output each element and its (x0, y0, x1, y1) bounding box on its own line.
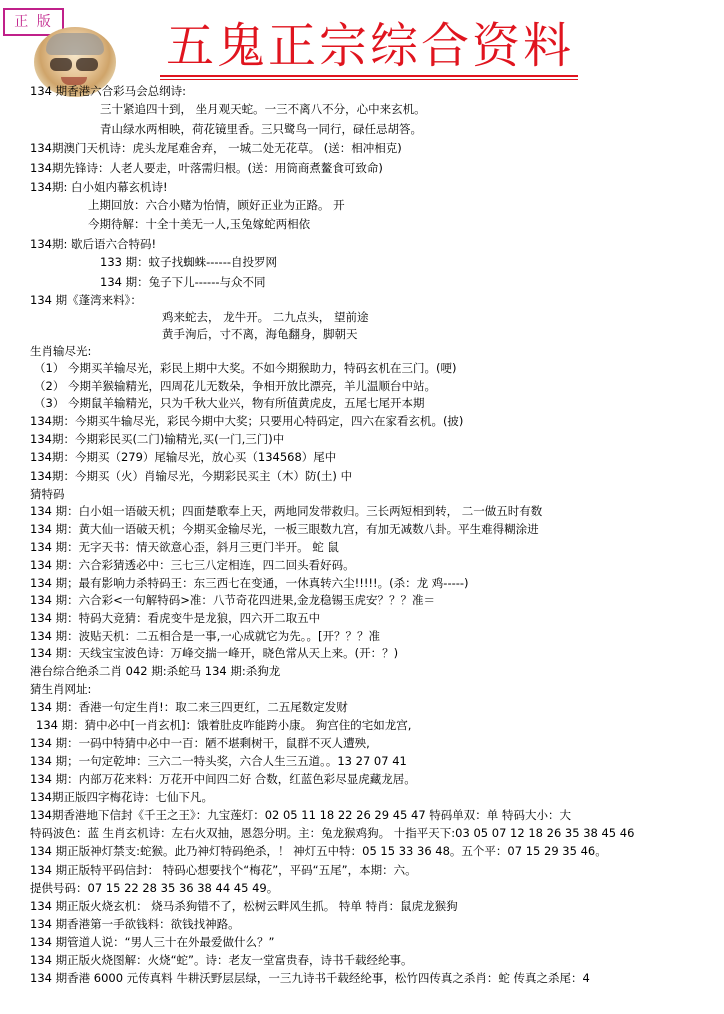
text-line: 134 期香港 6000 元传真料 牛耕沃野层层绿，一三九诗书千载经纶事，松竹四传真之杀肖：蛇 传真之杀尾：4 (30, 971, 590, 985)
page-title: 五鬼正宗综合资料 (165, 18, 574, 74)
text-line: 134期：今期买（火）肖输尽光，今期彩民买主（木）防(土) 中 (30, 469, 353, 483)
text-line: （1） 今期买羊输尽光，彩民上期中大奖。不如今期猴助力，特码玄机在三门。(哽) (34, 361, 457, 375)
edition-badge: 正 版 (3, 8, 64, 36)
text-line: 猜特码 (30, 487, 65, 501)
text-line: 134 期：一码中特猜中必中一百：陋不堪剩树干，鼠群不灭人遭殃, (30, 736, 370, 750)
text-line: 134期香港地下信封《千王之王》：九宝莲灯：02 05 11 18 22 26 29 45 47 特码单双：单 特码大小：大 (30, 808, 571, 822)
text-line: 黄手洵后，寸不离，海龟翻身，脚朝天 (162, 327, 358, 341)
text-line: （3） 今期鼠羊输精光，只为千秋大业兴，物有所值黄虎皮，五尾七尾开本期 (34, 396, 425, 410)
text-line: 134期：今期买（279）尾输尽光，放心买（134568）尾中 (30, 450, 337, 464)
text-line: （2） 今期羊猴输精光，四周花儿无数朵，争相开放比漂亮，羊儿温顺台中站。 (34, 379, 436, 393)
text-line: 134期澳门天机诗：虎头龙尾难舍弃， 一城二处无花草。 (送：相冲相克) (30, 141, 402, 155)
text-line: 134 期香港第一手欲钱料：欲钱找神路。 (30, 917, 240, 931)
text-line: 134期正版四字梅花诗：七仙下凡。 (30, 790, 213, 804)
text-line: 134 期；一句定乾坤：三六二一特头奖，六合人生三五道。。13 27 07 41 (30, 754, 407, 768)
text-line: 134期：今期彩民买(二门)输精光,买(一门,三门)中 (30, 432, 285, 446)
text-line: 134 期正版火烧玄机： 烧马杀狗错不了，松树云畔风生抓。 特单 特肖：鼠虎龙猴狗 (30, 899, 458, 913)
title-underline-thin (160, 79, 578, 80)
text-line: 134期: 歇后语六合特码! (30, 237, 157, 251)
text-line: 134 期：六合彩<一句解特码>准：八节奇花四进果,金龙稳锡玉虎安？？？准＝ (30, 593, 436, 607)
text-line: 上期回放：六合小赌为怡情，顾好正业为正路。 开 (88, 198, 345, 212)
text-line: 134 期：内部万花来料：万花开中间四二好 合数，红蓝色彩尽显虎藏龙居。 (30, 772, 416, 786)
text-line: 134 期香港六合彩马会总纲诗: (30, 84, 186, 98)
text-line: 134期：今期买牛输尽光，彩民今期中大奖；只要用心特码定，四六在家看玄机。(披) (30, 414, 464, 428)
text-line: 134 期：猜中必中[一肖玄机]：饿着肚皮咋能跨小康。 狗宫住的宅如龙宫, (36, 718, 412, 732)
text-line: 鸡来蛇去， 龙牛开。 二九点头， 望前途 (162, 310, 369, 324)
text-line: 134期先锋诗：人老人要走，叶落需归根。(送：用筒商煮鳌食可致命) (30, 161, 383, 175)
text-line: 134 期：黄大仙一语破天机；今期买金输尽光，一板三眼数九宫，有加无减数八卦。平生难得糊涂进 (30, 522, 539, 536)
text-line: 今期待解：十全十美无一人,玉兔嫁蛇两相依 (88, 217, 311, 231)
text-line: 134 期正版火烧图解：火烧“蛇”。诗：老友一堂富贵春，诗书千载经纶事。 (30, 953, 413, 967)
text-line: 134 期正版特平码信封： 特码心想要找个“梅花”，平码“五尾”，本期：六。 (30, 863, 417, 877)
text-line: 134 期；最有影响力杀特码王：东三西七在变通，一休真转六尘!!!!!。(杀：龙 鸡-----) (30, 576, 469, 590)
text-line: 133 期：蚊子找蜘蛛------自投罗网 (100, 255, 278, 269)
title-underline (160, 75, 578, 77)
text-line: 134 期正版神灯禁支:蛇猴。此乃神灯特码绝杀，！ 神灯五中特：05 15 33 36 48。五个平：07 15 29 35 46。 (30, 844, 607, 858)
text-line: 134 期：特码大竞猜：看虎变牛是龙狼，四六开二取五中 (30, 611, 321, 625)
text-line: 三十紧追四十到， 坐月观天蛇。一三不离八不分，心中来玄机。 (100, 102, 426, 116)
text-line: 134 期：白小姐一语破天机；四面楚歌奉上天，两地同发带救归。三长两短相到转， 二一做五时有数 (30, 504, 543, 518)
text-line: 提供号码：07 15 22 28 35 36 38 44 45 49。 (30, 881, 279, 895)
text-line: 生肖输尽光: (30, 344, 92, 358)
text-line: 港台综合绝杀二肖 042 期:杀蛇马 134 期:杀狗龙 (30, 664, 281, 678)
text-line: 青山绿水两相映，荷花镜里香。三只鹭鸟一同行，碌任忌胡答。 (100, 122, 422, 136)
text-line: 134 期：无字天书：情天欲意心歪，斜月三更门半开。 蛇 鼠 (30, 540, 339, 554)
text-line: 134 期管道人说：“男人三十在外最爱做什么？” (30, 935, 275, 949)
portrait-hair (46, 33, 104, 55)
text-line: 134 期：六合彩猜透必中：三七三八定相连，四二回头看好码。 (30, 558, 355, 572)
text-line: 134 期：香港一句定生肖!：取二来三四更红，二五尾数定发财 (30, 700, 348, 714)
portrait-glasses-left (50, 58, 72, 71)
text-line: 134期: 白小姐内幕玄机诗! (30, 180, 168, 194)
portrait-glasses-right (76, 58, 98, 71)
text-line: 134 期：兔子下儿------与众不同 (100, 275, 266, 289)
text-line: 134 期《蓬湾来料》： (30, 293, 142, 307)
text-line: 134 期：波贴天机：二五相合是一事,一心成就它为先。。[开？？？准 (30, 629, 380, 643)
text-line: 猜生肖网址: (30, 682, 92, 696)
text-line: 特码波色：蓝 生肖玄机诗：左右火双抽，恩怨分明。主：兔龙猴鸡狗。 十指平天下:03 05 07 12 18 26 35 38 45 46 (30, 826, 635, 840)
text-line: 134 期：天线宝宝波色诗：万峰交揣一峰开，晓色常从天上来。(开：？) (30, 646, 399, 660)
